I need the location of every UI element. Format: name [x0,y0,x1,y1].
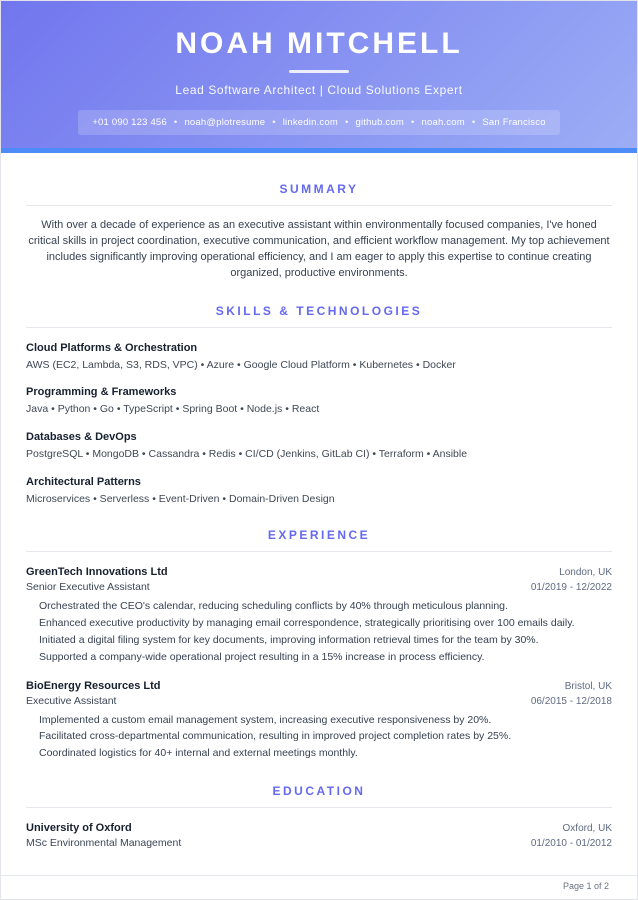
page-number: Page 1 of 2 [562,881,609,891]
job-bullets [26,712,612,762]
skill-group-items: Microservices • Serverless • Event-Driven • Domain-Driven Design [26,492,335,505]
job-bullet: Initiated a digital filing system for key documents, improving information retrieval times for the team by 30%. [39,633,539,646]
degree-dates: 01/2010 - 01/2012 [530,837,612,849]
contact-location: • San Francisco [465,117,546,128]
contact-github: • github.com [338,117,404,128]
school-name: University of Oxford [26,821,132,834]
contact-linkedin: • linkedin.com [265,117,338,128]
skill-group-items: AWS (EC2, Lambda, S3, RDS, VPC) • Azure • Google Cloud Platform • Kubernetes • Docker [26,358,456,371]
skill-group-label: Cloud Platforms & Orchestration [26,341,198,354]
section-experience [26,528,612,762]
contact-phone: +01 090 123 456 [92,117,167,128]
skills-heading: SKILLS & TECHNOLOGIES [26,304,612,328]
education-entry [26,822,612,849]
job-bullet: Facilitated cross-departmental communication, resulting in improved project completion rates by 25%. [39,730,512,743]
resume-header [1,1,637,153]
company-name: GreenTech Innovations Ltd [26,566,168,579]
section-education [26,784,612,849]
job-role: Senior Executive Assistant [26,581,150,594]
job-bullet: Enhanced executive productivity by managing email correspondence, strategically prioritising over 100 emails daily. [39,617,575,630]
skill-group [26,476,612,507]
job-location: Bristol, UK [564,680,612,692]
experience-entry [26,566,612,665]
job-dates: 01/2019 - 12/2022 [530,582,612,594]
summary-text: With over a decade of experience as an executive assistant within environmentally focused companies, I've honed critical skills in project coordination, executive communication, and efficient workflow management. My top achievement includes significantly improving operational efficiency, and I am eager to apply this expertise to continue creating organized, productive environments. [28,219,610,280]
job-bullet: Supported a company-wide operational project resulting in a 15% increase in process efficiency. [39,650,485,663]
summary-heading: SUMMARY [26,182,612,206]
job-dates: 06/2015 - 12/2018 [530,695,612,707]
skill-group-label: Databases & DevOps [26,431,137,443]
skill-group [26,386,612,417]
education-heading: EDUCATION [26,784,612,808]
degree-name: MSc Environmental Management [26,836,182,849]
job-bullets [26,598,612,665]
section-summary [26,182,612,282]
skill-group-items: Java • Python • Go • TypeScript • Spring Boot • Node.js • React [26,403,320,416]
candidate-name: NOAH MITCHELL [175,27,463,60]
skill-group-label: Programming & Frameworks [26,386,177,399]
header-divider [289,70,349,73]
job-bullet: Implemented a custom email management system, increasing executive responsiveness by 20%. [39,713,492,726]
job-location: London, UK [559,567,612,579]
school-location: Oxford, UK [562,822,612,834]
resume-body [1,182,637,849]
job-bullet: Coordinated logistics for 40+ internal and external meetings monthly. [39,747,358,760]
experience-entry [26,680,612,762]
contact-bar [78,110,559,135]
company-name: BioEnergy Resources Ltd [26,679,161,692]
job-bullet: Orchestrated the CEO's calendar, reducing scheduling conflicts by 40% through meticulous planning. [39,600,508,613]
candidate-title: Lead Software Architect | Cloud Solutions Expert [175,83,463,97]
skill-group-label: Architectural Patterns [26,475,141,488]
experience-heading: EXPERIENCE [26,528,612,552]
skill-group [26,431,612,462]
job-role: Executive Assistant [26,694,117,707]
page-footer [1,875,637,899]
skill-group-items: PostgreSQL • MongoDB • Cassandra • Redis • CI/CD (Jenkins, GitLab CI) • Terraform • Ansible [26,448,468,460]
contact-email: • noah@plotresume [167,117,265,128]
skill-group [26,342,612,373]
contact-website: • noah.com [404,117,465,128]
section-skills [26,304,612,507]
